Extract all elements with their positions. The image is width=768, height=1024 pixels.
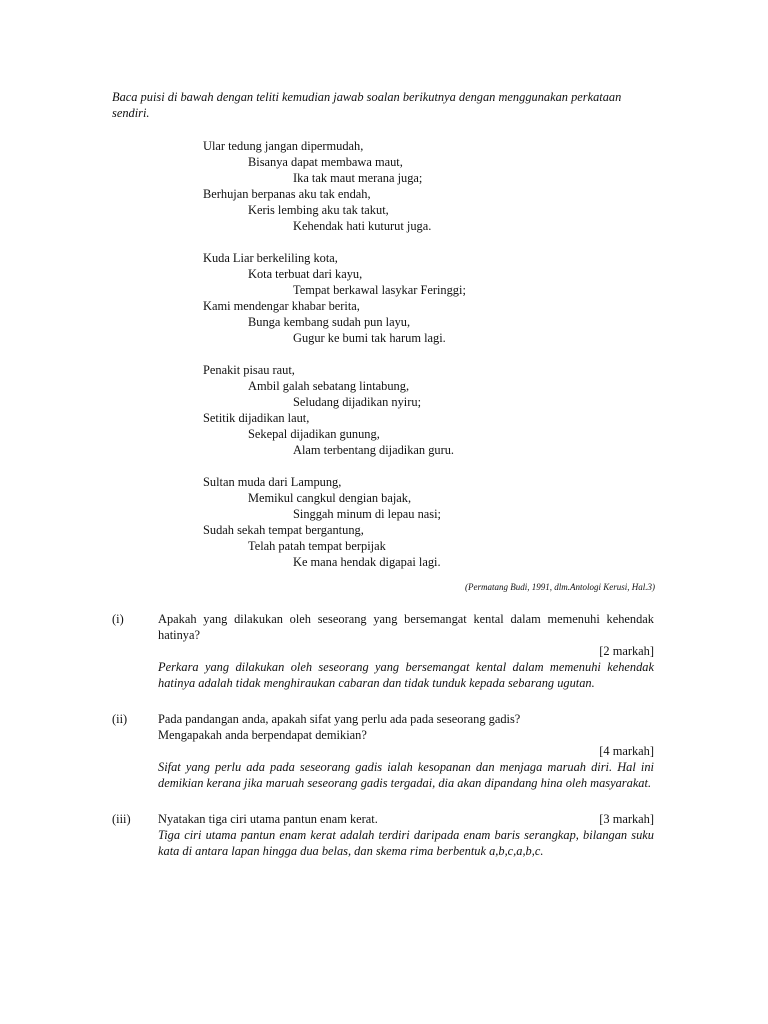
question-body: [158, 811, 654, 859]
poem-source-citation: (Permatang Budi, 1991, dlm.Antologi Kerusi, Hal.3): [465, 582, 655, 592]
question-number: (i): [112, 612, 124, 626]
question-list: [0, 611, 768, 879]
poem-line: Sudah sekah tempat bergantung,: [203, 523, 364, 537]
question-item: [0, 811, 768, 859]
poem-line: Telah patah tempat berpijak: [248, 539, 386, 553]
question-text: Pada pandangan anda, apakah sifat yang perlu ada pada seseorang gadis? Mengapakah anda berpendapat demikian?: [158, 712, 521, 742]
poem-line: Bisanya dapat membawa maut,: [248, 155, 403, 169]
poem-line: Berhujan berpanas aku tak endah,: [203, 187, 371, 201]
poem-line: Kehendak hati kuturut juga.: [293, 219, 432, 233]
poem-line: Setitik dijadikan laut,: [203, 411, 310, 425]
question-body: [158, 711, 654, 791]
poem-line: Bunga kembang sudah pun layu,: [248, 315, 411, 329]
instruction-text: Baca puisi di bawah dengan teliti kemudian jawab soalan berikutnya dengan menggunakan perkataan sendiri.: [112, 90, 622, 120]
poem-line: Memikul cangkul dengian bajak,: [248, 491, 412, 505]
poem-line: Keris lembing aku tak takut,: [248, 203, 389, 217]
poem-stanza: [0, 138, 768, 234]
answer-text: Tiga ciri utama pantun enam kerat adalah terdiri daripada enam baris serangkap, bilangan suku kata di antara lapan hingga dua belas, dan skema rima berbentuk a,b,c,a,b,c.: [158, 828, 654, 858]
poem: [0, 138, 768, 586]
poem-line: Gugur ke bumi tak harum lagi.: [293, 331, 446, 345]
poem-line: Penakit pisau raut,: [203, 363, 295, 377]
question-item: [0, 611, 768, 691]
poem-line: Tempat berkawal lasykar Feringgi;: [293, 283, 466, 297]
question-text: Apakah yang dilakukan oleh seseorang yang bersemangat kental dalam memenuhi kehendak hatinya?: [158, 612, 654, 642]
poem-stanza: [0, 250, 768, 346]
question-marks: [3 markah]: [599, 812, 654, 826]
poem-line: Ular tedung jangan dipermudah,: [203, 139, 364, 153]
poem-line: Sekepal dijadikan gunung,: [248, 427, 380, 441]
poem-line: Ke mana hendak digapai lagi.: [293, 555, 441, 569]
poem-line: Kuda Liar berkeliling kota,: [203, 251, 338, 265]
question-number: (iii): [112, 812, 131, 826]
poem-line: Kami mendengar khabar berita,: [203, 299, 360, 313]
poem-line: Alam terbentang dijadikan guru.: [293, 443, 455, 457]
answer-text: Sifat yang perlu ada pada seseorang gadis ialah kesopanan dan menjaga maruah diri. Hal ini demikian kerana jika maruah seseorang gadis tergadai, dia akan dipandang hina oleh masyarakat.: [158, 760, 654, 790]
question-item: [0, 711, 768, 791]
poem-stanza: [0, 362, 768, 458]
question-text: Nyatakan tiga ciri utama pantun enam kerat.: [158, 812, 378, 826]
poem-line: Seludang dijadikan nyiru;: [293, 395, 422, 409]
poem-stanza: [0, 474, 768, 570]
poem-line: Ambil galah sebatang lintabung,: [248, 379, 410, 393]
poem-line: Kota terbuat dari kayu,: [248, 267, 363, 281]
question-body: [158, 611, 654, 691]
poem-line: Singgah minum di lepau nasi;: [293, 507, 441, 521]
answer-text: Perkara yang dilakukan oleh seseorang yang bersemangat kental dalam memenuhi kehendak hatinya adalah tidak menghiraukan cabaran dan tidak tunduk kepada sebarang ugutan.: [158, 660, 654, 690]
poem-line: Sultan muda dari Lampung,: [203, 475, 342, 489]
question-marks: [2 markah]: [599, 644, 654, 658]
question-marks: [4 markah]: [599, 744, 654, 758]
question-number: (ii): [112, 712, 128, 726]
poem-line: Ika tak maut merana juga;: [293, 171, 423, 185]
